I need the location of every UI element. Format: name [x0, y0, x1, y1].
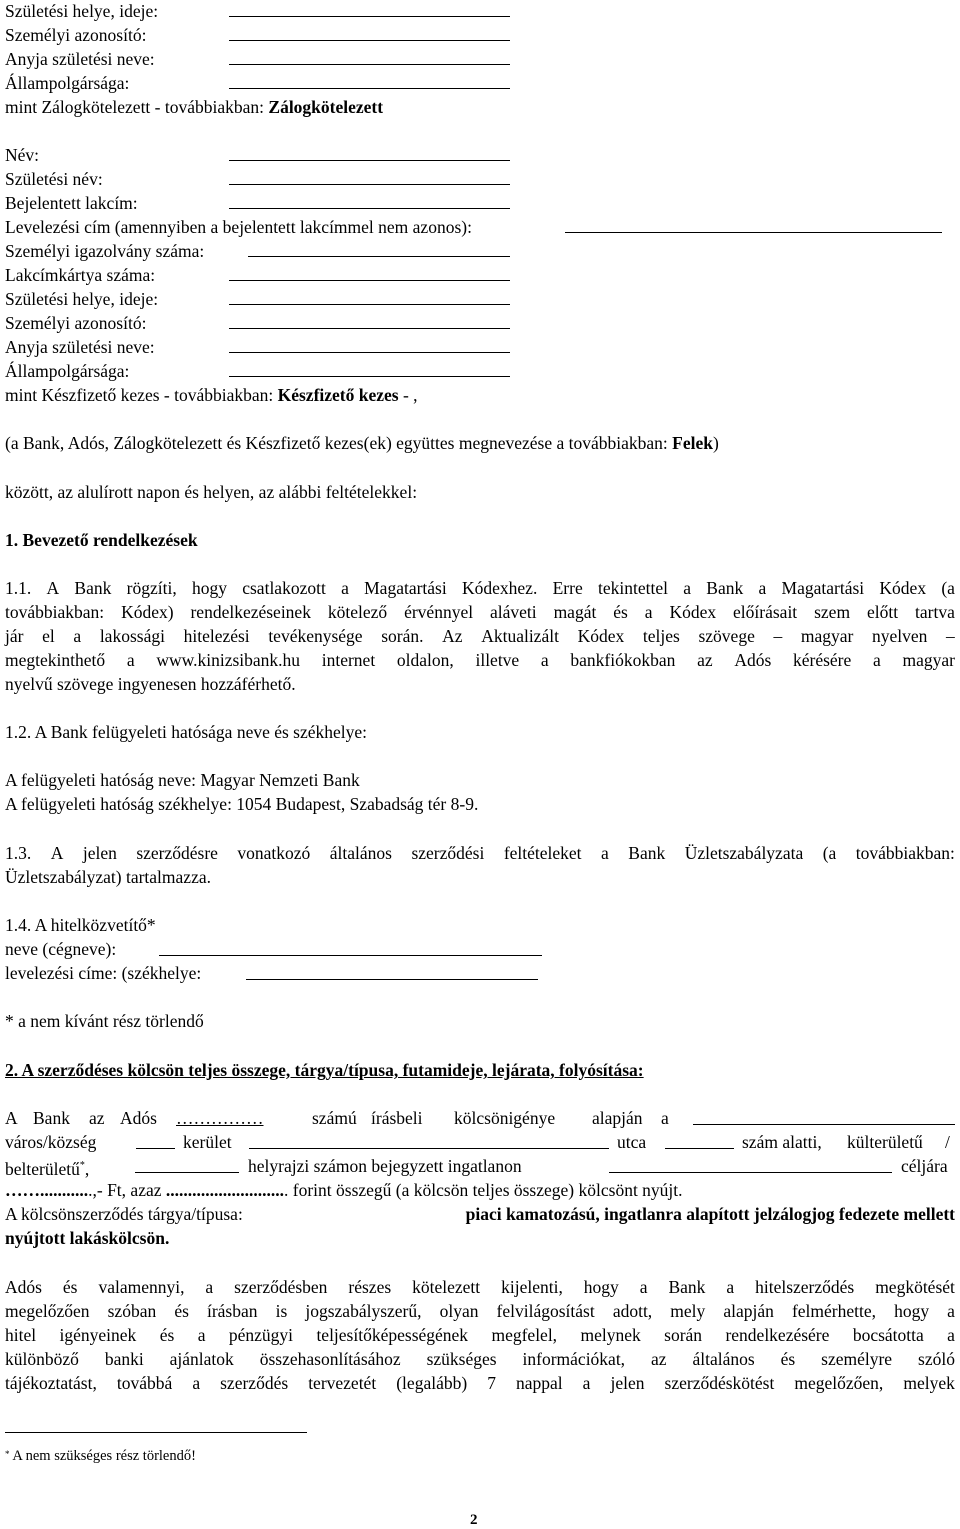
- declaration-line-1: Adós és valamennyi, a szerződésben részes kötelezett kijelenti, hogy a Bank a hitelszerződés megkötését: [5, 1277, 955, 1297]
- mail-address-label: Levelezési cím (amennyiben a bejelentett lakcímmel nem azonos):: [5, 217, 472, 237]
- personal-id-field[interactable]: [229, 40, 510, 41]
- s2-word: A: [5, 1108, 18, 1128]
- citizenship-field-2[interactable]: [229, 376, 510, 377]
- role-guarantor: mint Készfizető kezes - továbbiakban: Készfizető kezes - ,: [5, 385, 418, 405]
- name-field[interactable]: [229, 160, 510, 161]
- s2-word: a: [661, 1108, 669, 1128]
- between-text: között, az alulírott napon és helyen, az alábbi feltételekkel:: [5, 482, 418, 502]
- s2-word: az: [89, 1108, 105, 1128]
- declaration-line-2: megelőzően szóban és írásban is jogszabályszerű, olyan felvilágosítást adott, mely alapján felmérhette, hogy a: [5, 1301, 955, 1321]
- broker-address-field[interactable]: [246, 979, 538, 980]
- declaration-line-4: különböző banki ajánlatok összehasonlításához szükséges információkat, az általános és személyre szóló: [5, 1349, 955, 1369]
- loan-subject-line: A kölcsönszerződés tárgya/típusa: piaci kamatozású, ingatlanra alapított jelzálogjog fedezete mellett: [5, 1204, 955, 1224]
- personal-id-label-2: Személyi azonosító:: [5, 313, 147, 333]
- s2-word: kölcsönigénye: [454, 1108, 556, 1128]
- address-card-field[interactable]: [229, 280, 510, 281]
- birth-name-field[interactable]: [229, 184, 510, 185]
- amount-line: ……............,- Ft, azaz ............................ forint összegű (a kölcsön teljes összege) kölcsönt nyújt.: [5, 1180, 683, 1200]
- slash: /: [945, 1132, 950, 1152]
- p11-line-4: megtekinthető a www.kinizsibank.hu internet oldalon, illetve a bankfiókokban az Adós kérésére a magyar: [5, 650, 955, 670]
- page-number: 2: [470, 1512, 478, 1528]
- personal-id-field-2[interactable]: [229, 328, 510, 329]
- p11-line-5: nyelvű szövege ingyenesen hozzáférhető.: [5, 674, 296, 694]
- p14-heading: 1.4. A hitelközvetítő*: [5, 915, 156, 935]
- mother-name-label: Anyja születési neve:: [5, 49, 155, 69]
- loan-subject-line-2: nyújtott lakáskölcsön.: [5, 1228, 170, 1248]
- purpose-field[interactable]: [609, 1172, 892, 1173]
- district-label: kerület: [183, 1132, 232, 1152]
- parties-definition: (a Bank, Adós, Zálogkötelezett és Készfizető kezes(ek) együttes megnevezése a továbbiakban: Felek): [5, 433, 719, 453]
- mother-name-field[interactable]: [229, 64, 510, 65]
- amount-words-field[interactable]: ...........................: [165, 1180, 284, 1200]
- street-label: utca: [617, 1132, 647, 1152]
- p11-line-2: továbbiakban: Kódex) rendelkezéseinek kötelező érvénnyel aláveti magát és a Kódex előírásait szem előtt tartva: [5, 602, 955, 622]
- house-number-label: szám alatti,: [742, 1132, 822, 1152]
- footnote: * A nem szükséges rész törlendő!: [5, 1448, 196, 1464]
- section-2-title: 2. A szerződéses kölcsön teljes összege, tárgya/típusa, futamideje, lejárata, folyósítása:: [5, 1060, 644, 1080]
- personal-id-label: Személyi azonosító:: [5, 25, 147, 45]
- p11-line-1: 1.1. A Bank rögzíti, hogy csatlakozott a Magatartási Kódexhez. Erre tekintettel a Bank a Magatartási Kódex (a: [5, 578, 955, 598]
- delete-note: * a nem kívánt rész törlendő: [5, 1011, 204, 1031]
- citizenship-label-2: Állampolgársága:: [5, 361, 130, 381]
- inner-area-label: belterületű*,: [5, 1158, 90, 1179]
- purpose-label: céljára: [901, 1156, 948, 1176]
- p13-line-2: Üzletszabályzat) tartalmazza.: [5, 867, 211, 887]
- mail-address-field[interactable]: [565, 232, 942, 233]
- s2-word: Bank: [33, 1108, 70, 1128]
- birth-place-label: Születési helye, ideje:: [5, 1, 159, 21]
- mother-name-label-2: Anyja születési neve:: [5, 337, 155, 357]
- id-card-field[interactable]: [248, 256, 510, 257]
- birth-place-label-2: Születési helye, ideje:: [5, 289, 159, 309]
- section-1-title: 1. Bevezető rendelkezések: [5, 530, 198, 550]
- broker-name-label: neve (cégneve):: [5, 939, 117, 959]
- street-field[interactable]: [249, 1148, 609, 1149]
- authority-seat: A felügyeleti hatóság székhelye: 1054 Budapest, Szabadság tér 8-9.: [5, 794, 479, 814]
- birth-name-label: Születési név:: [5, 169, 103, 189]
- s2-word: alapján: [592, 1108, 643, 1128]
- footnote-divider: [5, 1432, 307, 1433]
- citizenship-label: Állampolgársága:: [5, 73, 130, 93]
- p12-heading: 1.2. A Bank felügyeleti hatósága neve és székhelye:: [5, 722, 368, 742]
- authority-name: A felügyeleti hatóság neve: Magyar Nemzeti Bank: [5, 770, 360, 790]
- declaration-line-5: tájékoztatást, továbbá a szerződés tervezetét (legalább) 7 nappal a jelen szerződéskötést megelőzően, melyek: [5, 1373, 955, 1393]
- p11-line-3: jár el a lakossági hitelezési tevékenysége során. Az Aktualizált Kódex teljes szövege – magyar nyelven –: [5, 626, 955, 646]
- address-field[interactable]: [229, 208, 510, 209]
- s2-word: Adós: [120, 1108, 157, 1128]
- outskirts-label: külterületű: [847, 1132, 923, 1152]
- lot-number-field[interactable]: [135, 1172, 239, 1173]
- lot-number-label: helyrajzi számon bejegyzett ingatlanon: [248, 1156, 522, 1176]
- declaration-line-3: hitel igényeinek és a pénzügyi teljesítőképességének megfelel, melynek során rendelkezésére bocsátotta a: [5, 1325, 955, 1345]
- mother-name-field-2[interactable]: [229, 352, 510, 353]
- address-card-label: Lakcímkártya száma:: [5, 265, 156, 285]
- amount-number-field[interactable]: ……...........: [5, 1180, 89, 1200]
- citizenship-field[interactable]: [229, 88, 510, 89]
- broker-name-field[interactable]: [159, 955, 542, 956]
- role-pledgor: mint Zálogkötelezett - továbbiakban: Zálogkötelezett: [5, 97, 384, 117]
- birth-place-field[interactable]: [229, 16, 510, 17]
- city-label: város/község: [5, 1132, 97, 1152]
- city-field[interactable]: [693, 1124, 955, 1125]
- request-number-field[interactable]: ……………: [176, 1108, 264, 1128]
- s2-word: számú: [312, 1108, 357, 1128]
- district-field[interactable]: [136, 1148, 175, 1149]
- broker-address-label: levelezési címe: (székhelye:: [5, 963, 202, 983]
- name-label: Név:: [5, 145, 40, 165]
- birth-place-field-2[interactable]: [229, 304, 510, 305]
- s2-word: írásbeli: [371, 1108, 423, 1128]
- house-number-field[interactable]: [665, 1148, 734, 1149]
- p13-line-1: 1.3. A jelen szerződésre vonatkozó általános szerződési feltételeket a Bank Üzletszabályzata (a továbbiakban:: [5, 843, 955, 863]
- address-label: Bejelentett lakcím:: [5, 193, 138, 213]
- id-card-label: Személyi igazolvány száma:: [5, 241, 205, 261]
